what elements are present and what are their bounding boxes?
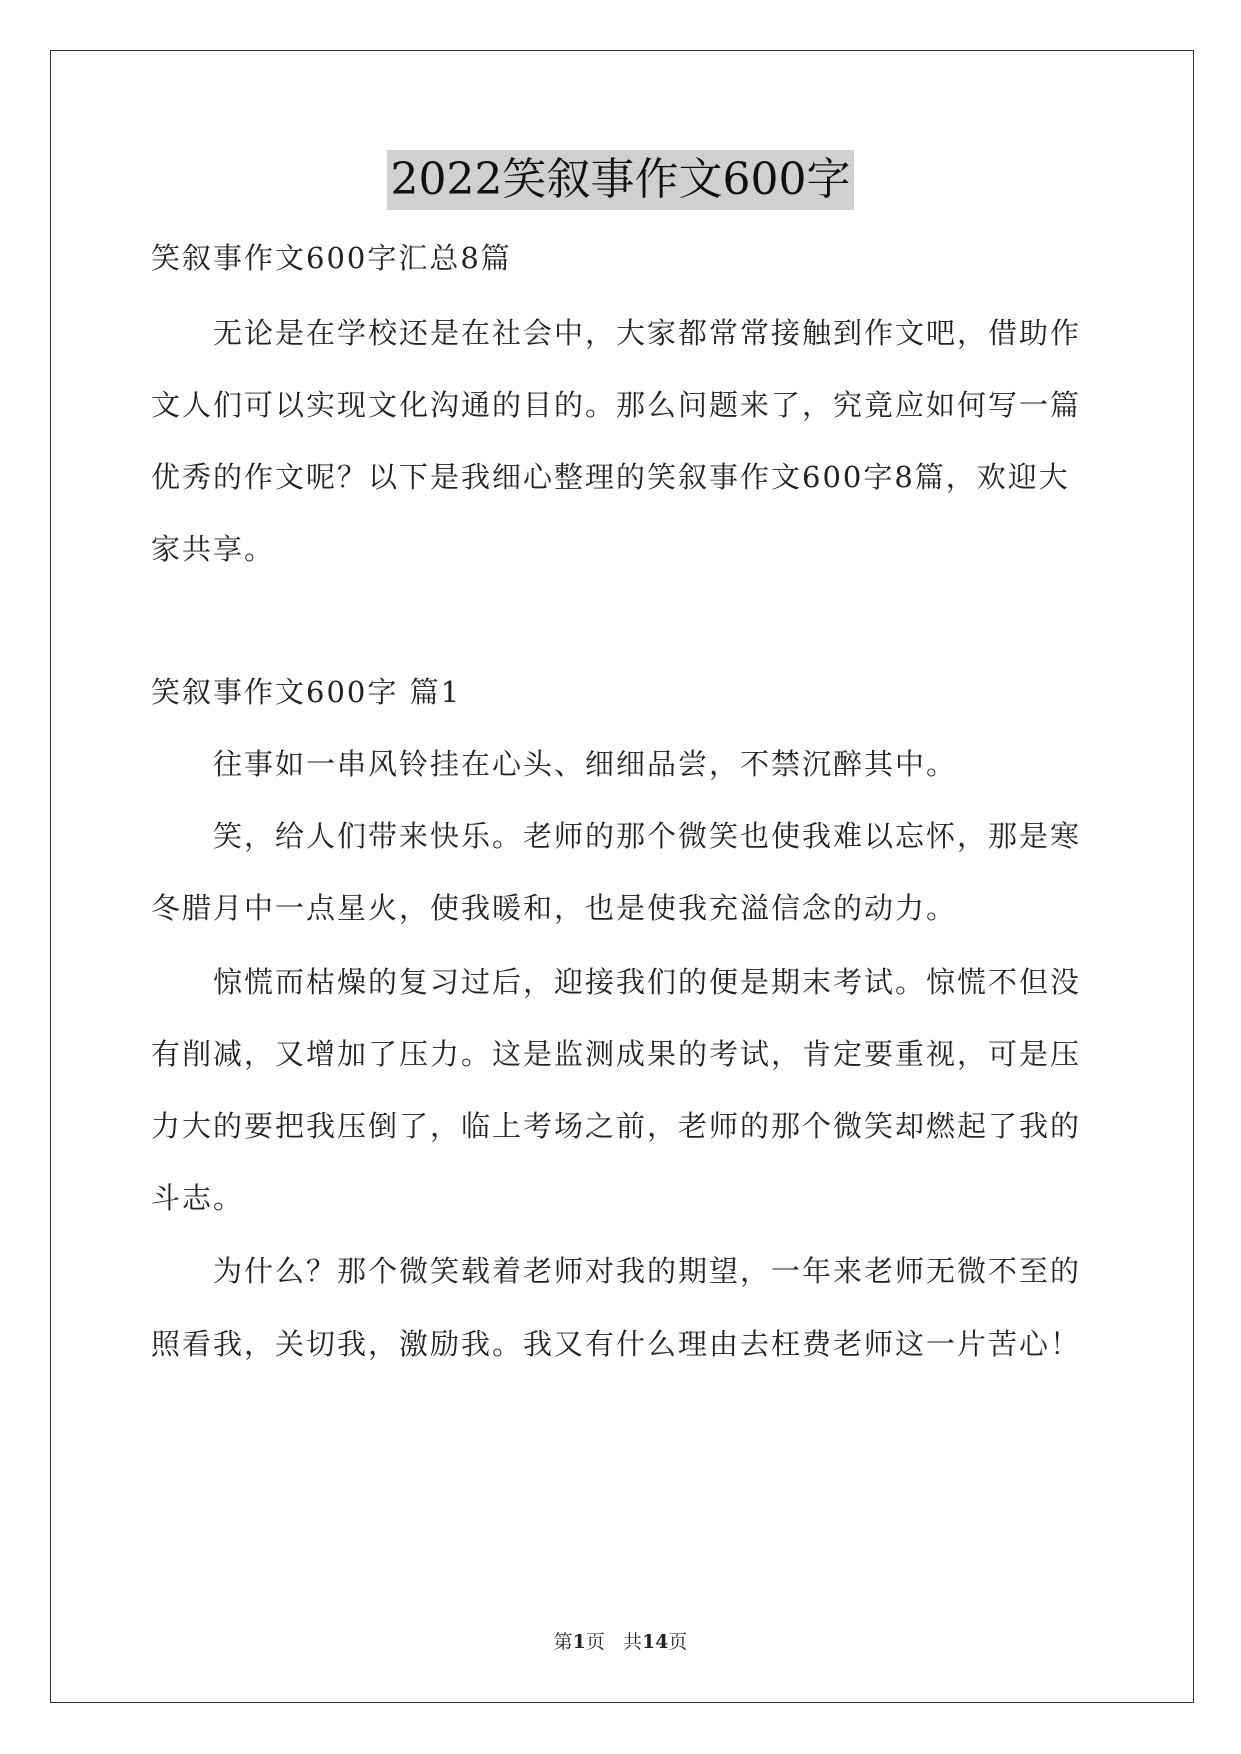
body-line: 家共享。	[151, 532, 276, 566]
body-line: 照看我，关切我，激励我。我又有什么理由去枉费老师这一片苦心！	[151, 1327, 1082, 1361]
body-line: 斗志。	[151, 1181, 245, 1215]
footer-page-prefix: 第	[553, 1631, 573, 1653]
title-container	[0, 150, 1241, 210]
body-line: 笑，给人们带来快乐。老师的那个微笑也使我难以忘怀，那是寒	[151, 819, 1082, 853]
page-footer	[0, 1630, 1241, 1654]
body-line: 惊慌而枯燥的复习过后，迎接我们的便是期末考试。惊慌不但没	[151, 965, 1082, 999]
body-line: 优秀的作文呢？以下是我细心整理的笑叙事作文600字8篇，欢迎大	[151, 460, 1070, 494]
body-line: 冬腊月中一点星火，使我暖和，也是使我充溢信念的动力。	[151, 891, 958, 925]
footer-page-suffix: 页	[585, 1631, 605, 1653]
body-line: 无论是在学校还是在社会中，大家都常常接触到作文吧，借助作	[151, 316, 1082, 350]
body-line: 力大的要把我压倒了，临上考场之前，老师的那个微笑却燃起了我的	[151, 1109, 1082, 1143]
section-heading: 笑叙事作文600字 篇1	[151, 675, 462, 709]
body-line: 有削减，又增加了压力。这是监测成果的考试，肯定要重视，可是压	[151, 1037, 1082, 1071]
summary-heading: 笑叙事作文600字汇总8篇	[151, 241, 512, 275]
body-line: 为什么？那个微笑载着老师对我的期望，一年来老师无微不至的	[151, 1254, 1082, 1288]
document-title: 2022笑叙事作文600字	[387, 150, 855, 210]
footer-total-pages: 14	[641, 1631, 669, 1653]
footer-total-suffix: 页	[668, 1631, 688, 1653]
footer-total-prefix: 共	[622, 1631, 642, 1653]
footer-page-number: 1	[572, 1631, 586, 1653]
body-line: 文人们可以实现文化沟通的目的。那么问题来了，究竟应如何写一篇	[151, 388, 1082, 422]
page-border	[50, 50, 1194, 1703]
body-line: 往事如一串风铃挂在心头、细细品尝，不禁沉醉其中。	[151, 747, 958, 781]
